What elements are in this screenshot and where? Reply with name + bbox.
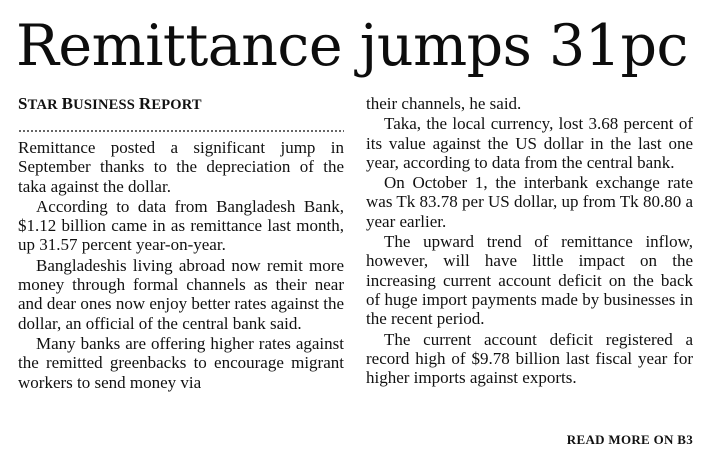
article-column-left [18,94,344,392]
headline: Remittance jumps 31pc [16,13,688,79]
article-paragraph: Many banks are offering higher rates against the remitted greenbacks to encourage migrant workers to send money via [18,333,344,392]
read-more-link[interactable]: READ MORE ON B3 [566,432,693,447]
article-paragraph: Taka, the local currency, lost 3.68 percent of its value against the US dollar in the last one year, according to data from the central bank. [366,114,693,172]
dotted-divider [18,129,344,133]
article-paragraph: Bangladeshis living abroad now remit more money through formal channels as their near and dear ones now enjoy better rates against the dollar, an official of the central bank said. [18,255,344,333]
article-paragraph: Remittance posted a significant jump in September thanks to the depreciation of the taka against the dollar. [18,138,344,196]
article-paragraph: On October 1, the interbank exchange rate was Tk 83.78 per US dollar, up from Tk 80.80 a year earlier. [366,173,693,231]
article-paragraph: their channels, he said. [366,94,522,113]
article-column-right [366,94,693,387]
article-paragraph: According to data from Bangladesh Bank, $1.12 billion came in as remittance last month, up 31.57 percent year-on-year. [18,196,344,255]
byline: STAR BUSINESS REPORT [18,94,202,113]
article-paragraph: The current account deficit registered a record high of $9.78 billion last fiscal year for higher imports against exports. [366,329,693,388]
article-paragraph: The upward trend of remittance inflow, however, will have little impact on the increasing current account deficit on the back of huge import payments made by businesses in the recent period. [366,232,693,329]
